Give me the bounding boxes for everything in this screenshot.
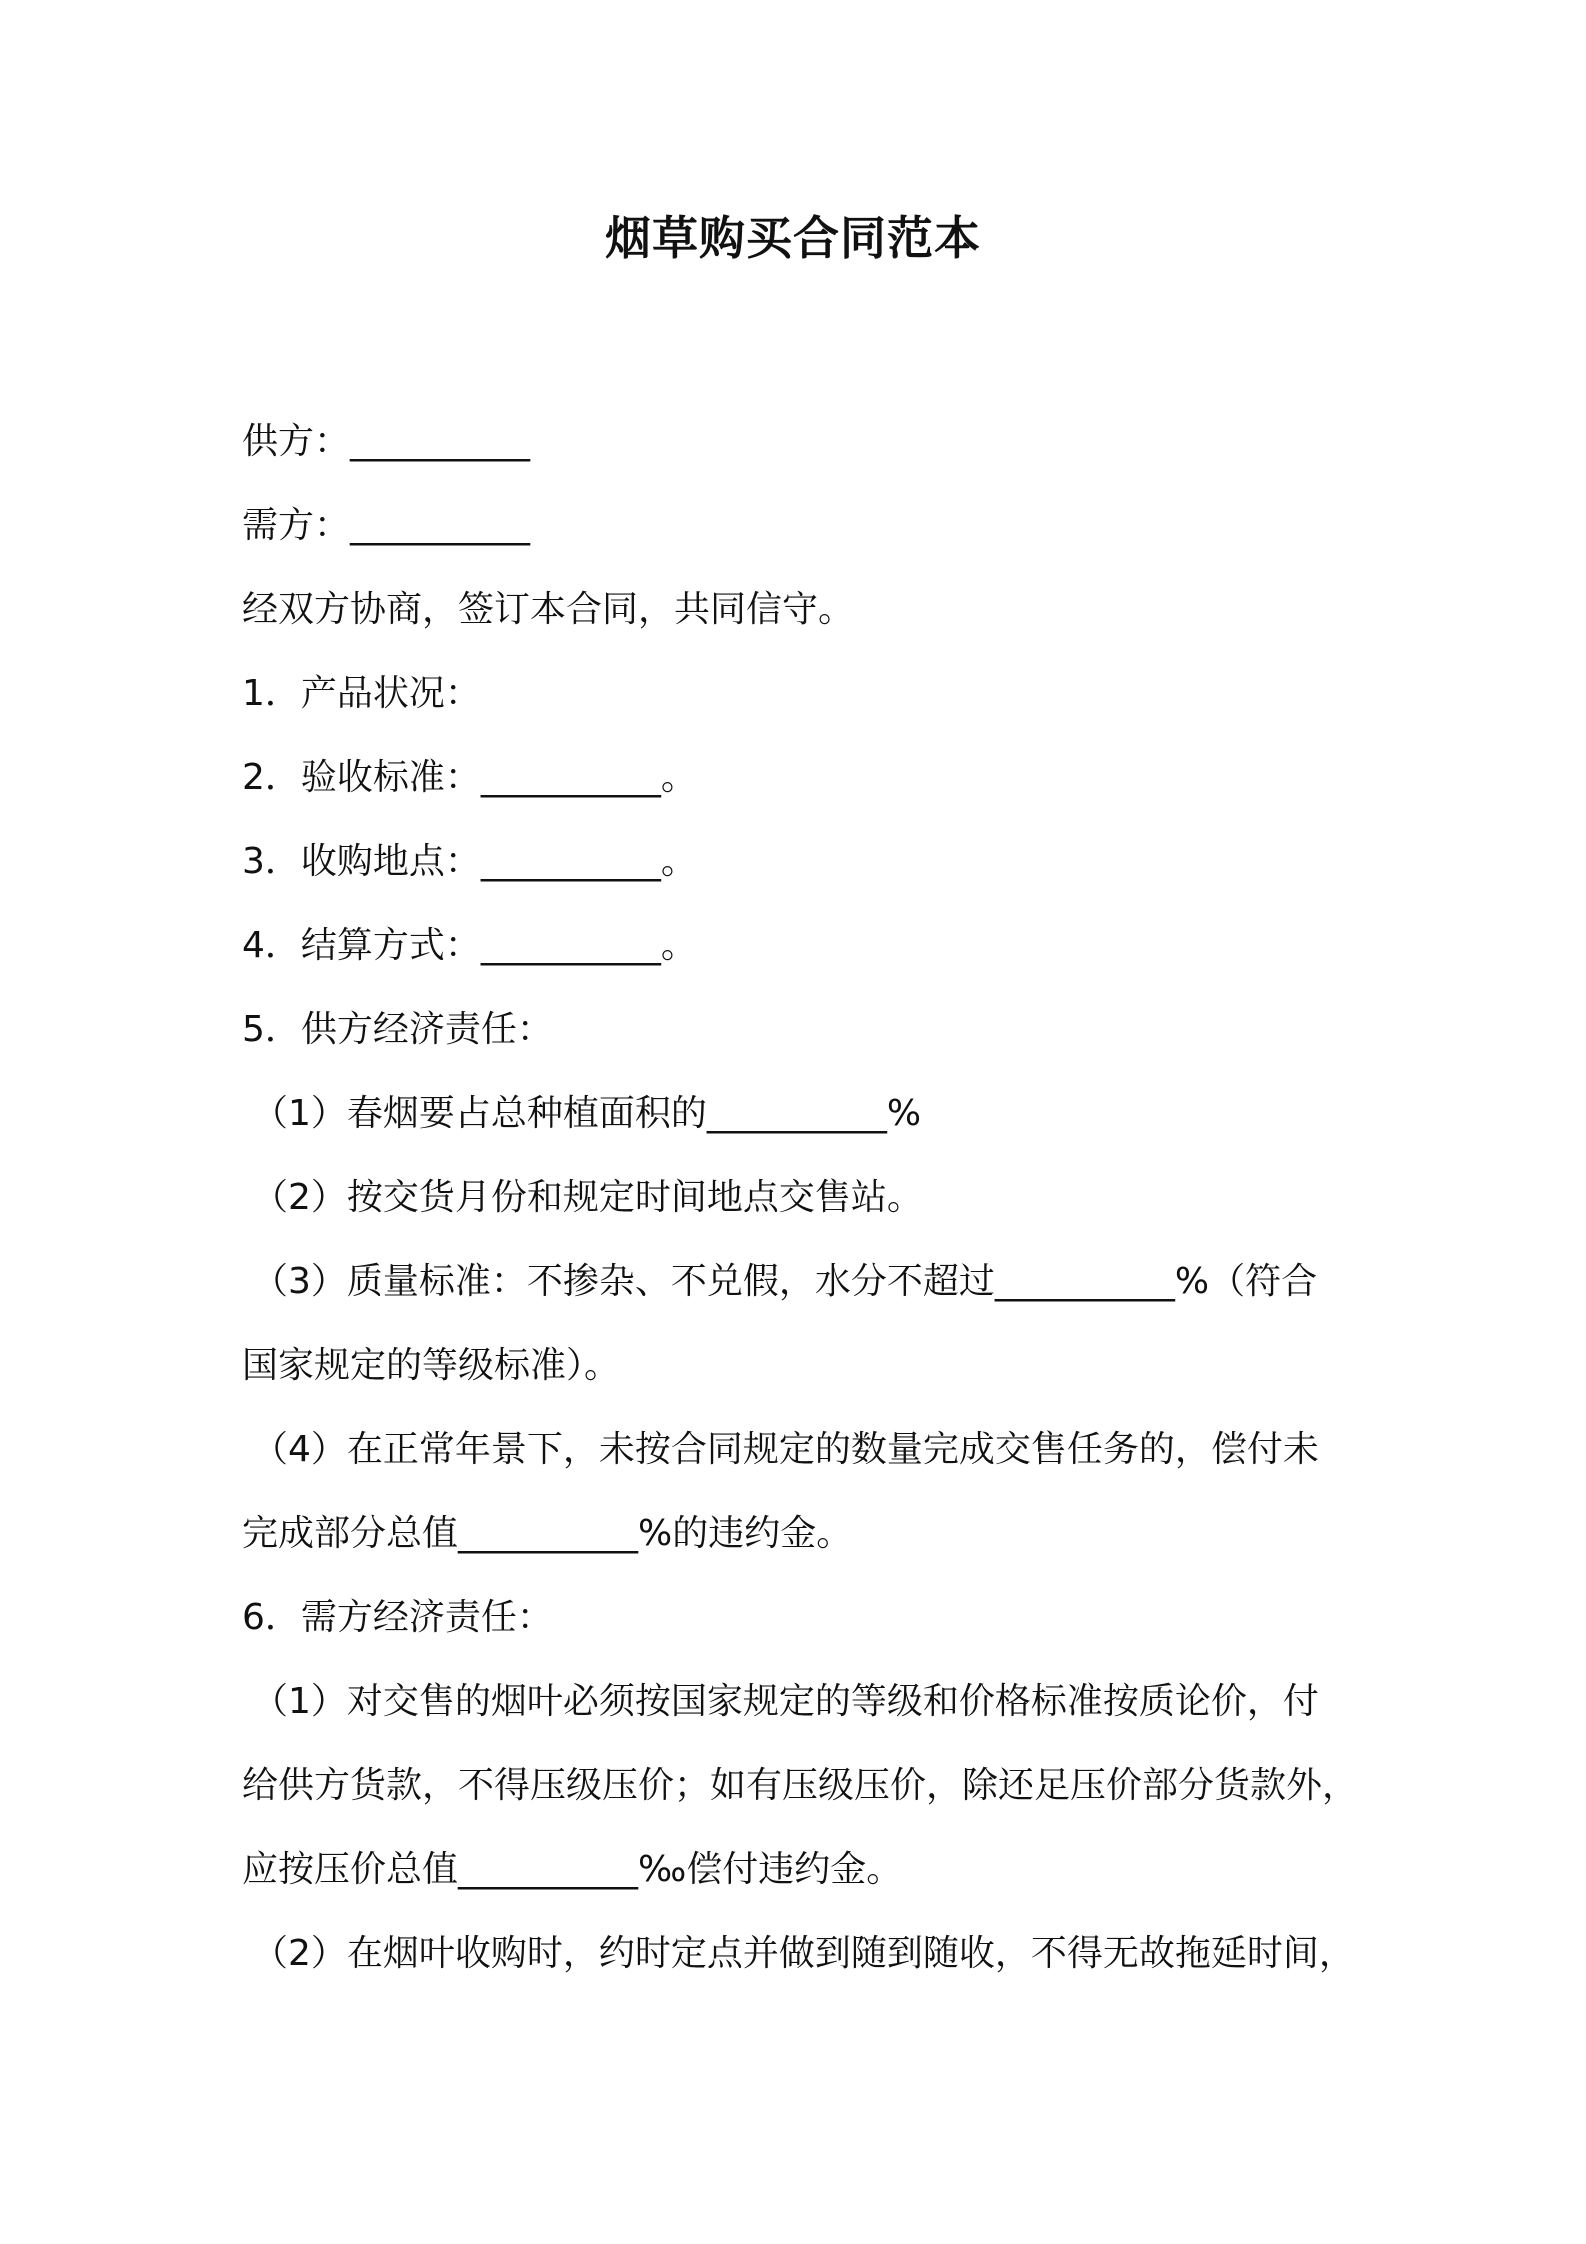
document-title: 烟草购买合同范本 [605,211,981,265]
clause-5-item-3: （3）质量标准：不掺杂、不兑假，水分不超过__________%（符合 [252,1261,1318,1302]
clause-5-item-4: （4）在正常年景下，未按合同规定的数量完成交售任务的，偿付未 [252,1429,1319,1470]
clause-4-settlement-method: 4．结算方式：__________。 [242,925,697,966]
clause-5-item-1: （1）春烟要占总种植面积的__________% [252,1093,922,1134]
clause-6-item-1: （1）对交售的烟叶必须按国家规定的等级和价格标准按质论价，付 [252,1681,1319,1722]
clause-5-item-2: （2）按交货月份和规定时间地点交售站。 [252,1177,923,1218]
clause-6-buyer-liability: 6．需方经济责任： [242,1597,553,1638]
clause-6-item-2: （2）在烟叶收购时，约时定点并做到随到随收，不得无故拖延时间， [252,1933,1355,1974]
clause-5-item-4-continued: 完成部分总值__________%的违约金。 [242,1513,853,1554]
supplier-line: 供方：__________ [242,421,531,462]
buyer-line: 需方：__________ [242,505,531,546]
clause-3-purchase-location: 3．收购地点：__________。 [242,841,697,882]
clause-5-item-3-continued: 国家规定的等级标准）。 [242,1345,621,1386]
clause-2-acceptance-standard: 2．验收标准：__________。 [242,757,697,798]
agreement-statement: 经双方协商，签订本合同，共同信守。 [242,589,855,630]
document-body [242,400,1362,1996]
clause-6-item-1-continued-2: 应按压价总值__________‰偿付违约金。 [242,1849,903,1890]
clause-1-product-status: 1．产品状况： [242,673,481,714]
clause-5-supplier-liability: 5．供方经济责任： [242,1009,553,1050]
clause-6-item-1-continued: 给供方货款，不得压级压价；如有压级压价，除还足压价部分货款外， [242,1765,1359,1806]
